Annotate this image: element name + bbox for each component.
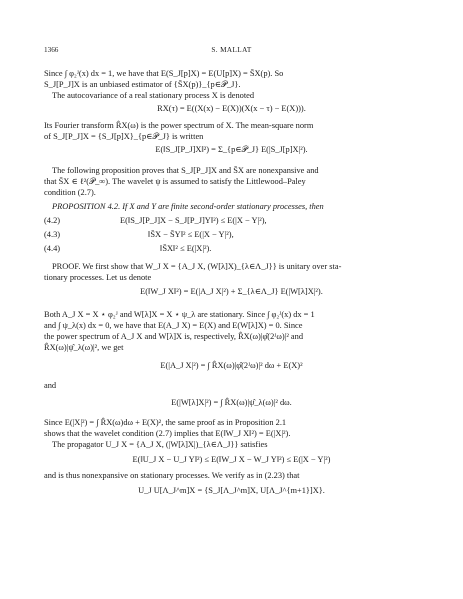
proof-line: PROOF. We first show that W_J X = {A_J X, (W[λ]X)_{λ∈Λ_J}} is unitary over sta-	[52, 262, 342, 271]
text-line: The following proposition proves that S_J[P_J]X and S̄X are nonexpansive and	[52, 166, 319, 175]
text-line: R̂X(ω)|ψ̂_λ(ω)|², we get	[44, 343, 124, 352]
text-line: and ∫ ψ_λ(x) dx = 0, we have that E(A_J X) = E(X) and E(W[λ]X) = 0. Since	[44, 321, 303, 330]
proposition-statement: PROPOSITION 4.2. If X and Y are finite second-order stationary processes, then	[52, 202, 324, 211]
text-line: Since E(|X|²) = ∫ R̂X(ω)dω + E(X)², the same proof as in Proposition 2.1	[44, 418, 287, 427]
display-equation: E(‖U_J X − U_J Y‖²) ≤ E(‖W_J X − W_J Y‖²) ≤ E(|X − Y|²)	[132, 455, 331, 464]
text-line: and	[44, 381, 57, 390]
text-line: Since ∫ φ₂ᴶ(x) dx = 1, we have that E(S_J[p]X) = E(U[p]X) = S̄X(p). So	[44, 69, 284, 78]
equation-number: (4.2)	[44, 216, 61, 225]
text-line: and is thus nonexpansive on stationary processes. We verify as in (2.23) that	[44, 471, 300, 480]
display-equation: E(|A_J X|²) = ∫ R̂X(ω)|φ̂(2ᴶω)|² dω + E(X)²	[160, 361, 303, 370]
running-title: S. MALLAT	[211, 46, 252, 54]
text-line: Its Fourier transform R̂X(ω) is the power spectrum of X. The mean-square norm	[44, 121, 314, 130]
text-line: The propagator U_J X = {A_J X, (|W[λ]X|)_{λ∈Λ_J}} satisfies	[52, 440, 268, 449]
text-line: condition (2.7).	[44, 188, 96, 197]
equation-body: ‖S̄X‖² ≤ E(|X|²).	[160, 244, 212, 253]
display-equation: E(‖W_J X‖²) = E(|A_J X|²) + Σ_{λ∈Λ_J} E(|W[λ]X|²).	[140, 287, 323, 296]
text-line: the power spectrum of A_J X and W[λ]X is, respectively, R̂X(ω)|φ̂(2ᴶω)|² and	[44, 332, 304, 341]
display-equation: E(|W[λ]X|²) = ∫ R̂X(ω)|ψ̂_λ(ω)|² dω.	[171, 398, 292, 407]
display-equation: E(‖S_J[P_J]X‖²) = Σ_{p∈𝒫_J} E(|S_J[p]X|²).	[155, 145, 308, 154]
equation-body: E(‖S_J[P_J]X − S_J[P_J]Y‖²) ≤ E(|X − Y|²),	[120, 216, 267, 225]
equation-number: (4.4)	[44, 244, 61, 253]
page-number: 1366	[44, 46, 59, 54]
text-line: of S_J[P_J]X = {S_J[p]X}_{p∈𝒫_J} is written	[44, 132, 204, 141]
text-line: shows that the wavelet condition (2.7) implies that E(‖W_J X‖²) = E(|X|²).	[44, 429, 291, 438]
text-line: The autocovariance of a real stationary process X is denoted	[52, 91, 255, 100]
text-line: Both A_J X = X ⋆ φ₂ᴶ and W[λ]X = X ⋆ ψ_λ are stationary. Since ∫ φ₂ᴶ(x) dx = 1	[44, 310, 315, 319]
display-equation: U_J U[Λ_J^m]X = {S_J[Λ_J^m]X, U[Λ_J^{m+1}]X}.	[138, 486, 325, 495]
equation-body: ‖S̄X − S̄Y‖² ≤ E(|X − Y|²),	[148, 230, 234, 239]
text-line: tionary processes. Let us denote	[44, 273, 152, 282]
text-line: S_J[P_J]X is an unbiased estimator of {S̄X(p)}_{p∈𝒫_J}.	[44, 80, 241, 89]
equation-number: (4.3)	[44, 230, 61, 239]
text-line: that S̄X ∈ ℓ²(𝒫_∞). The wavelet ψ is assumed to satisfy the Littlewood–Paley	[44, 177, 306, 186]
display-equation: RX(τ) = E((X(x) − E(X))(X(x − τ) − E(X))).	[157, 104, 306, 113]
